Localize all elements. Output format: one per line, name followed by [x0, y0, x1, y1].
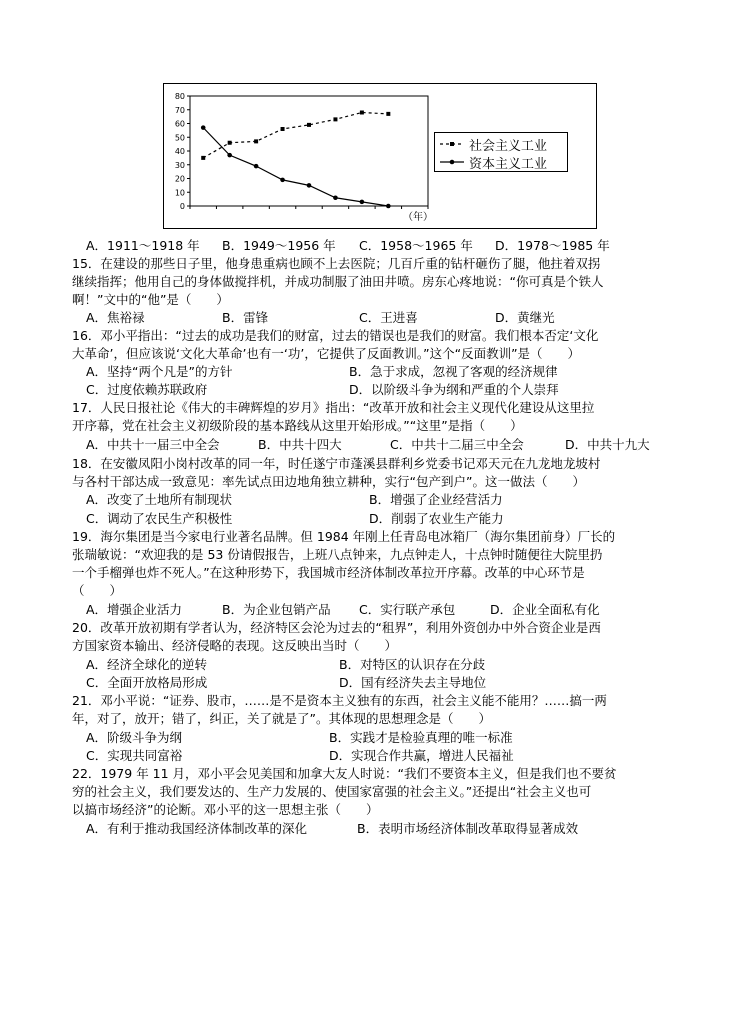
q15-line-2: 继续指挥；他用自己的身体做搅拌机，并成功制服了油田井喷。房东心疼地说：“你可真是个铁人 [72, 274, 604, 289]
q15-option-b: B．雷锋 [222, 310, 269, 325]
q16-option-d: D．以阶级斗争为纲和严重的个人崇拜 [349, 382, 559, 397]
q22-line-3: 以搞市场经济”的论断。邓小平的这一思想主张（ ） [72, 802, 379, 817]
data-point-capitalist [254, 164, 259, 169]
q20-line-1: 20．改革开放初期有学者认为，经济特区会沦为过去的“租界”，利用外资创办中外合资企业是西 [72, 620, 601, 635]
y-tick-label: 60 [174, 119, 185, 129]
legend-label: 资本主义工业 [469, 156, 548, 172]
q18-option-b: B．增强了企业经营活力 [369, 492, 503, 507]
dashed-line-marker-icon [439, 139, 465, 149]
data-point-socialist [228, 141, 232, 145]
data-point-capitalist [307, 183, 312, 188]
series-line-socialist [203, 113, 388, 158]
q19-option-a: A．增强企业活力 [86, 602, 183, 617]
q17-option-c: C．中共十二届三中全会 [390, 437, 524, 452]
q20-option-c: C．全面开放格局形成 [86, 675, 208, 690]
y-tick-label: 40 [174, 147, 185, 156]
q14-option-a: A．1911～1918 年 [86, 238, 200, 253]
q17-option-a: A．中共十一届三中全会 [86, 437, 220, 452]
q17-option-d: D．中共十九大 [565, 437, 650, 452]
q17-line-2: 开序幕，党在社会主义初级阶段的基本路线从这里开始形成。”“这里”是指（ ） [72, 418, 523, 433]
y-tick-label: 80 [174, 92, 185, 101]
legend-item-socialist [439, 135, 547, 153]
q22-option-b: B．表明市场经济体制改革取得显著成效 [357, 821, 579, 836]
q16-option-b: B．急于求成，忽视了客观的经济规律 [349, 364, 558, 379]
q17-option-b: B．中共十四大 [258, 437, 342, 452]
q14-option-b: B．1949～1956 年 [222, 238, 336, 253]
chart-legend [434, 132, 568, 172]
data-point-capitalist [280, 178, 285, 183]
q20-option-d: D．国有经济失去主导地位 [339, 675, 487, 690]
q22-line-1: 22．1979 年 11 月，邓小平会见美国和加拿大友人时说：“我们不要资本主义，但是我们也不要贫 [72, 766, 617, 781]
q19-line-4: （ ） [72, 583, 123, 598]
q17-line-1: 17．人民日报社论《伟大的丰碑辉煌的岁月》指出：“改革开放和社会主义现代化建设从这里拉 [72, 400, 595, 415]
q19-option-d: D．企业全面私有化 [490, 602, 600, 617]
y-tick-label: 0 [179, 202, 185, 211]
q14-option-c: C．1958～1965 年 [359, 238, 473, 253]
line-chart [163, 83, 597, 229]
q20-option-b: B．对特区的认识存在分歧 [339, 657, 486, 672]
data-point-socialist [201, 156, 205, 160]
data-point-socialist [360, 111, 364, 115]
y-tick-label: 50 [174, 133, 185, 143]
q15-line-1: 15．在建设的那些日子里，他身患重病也顾不上去医院；几百斤重的钻杆砸伤了腿，他拄着双拐 [72, 256, 601, 271]
data-point-socialist [307, 123, 311, 127]
data-point-capitalist [333, 195, 338, 200]
x-axis-unit-label: （年） [403, 212, 433, 223]
data-point-socialist [386, 112, 390, 116]
q18-option-d: D．削弱了农业生产能力 [369, 511, 504, 526]
q15-option-c: C．王进喜 [359, 310, 418, 325]
q21-option-a: A．阶级斗争为纲 [86, 730, 183, 745]
q15-option-d: D．黄继光 [495, 310, 555, 325]
q14-option-d: D．1978～1985 年 [495, 238, 610, 253]
q19-line-2: 张瑞敏说：“欢迎我的是 53 份请假报告，上班八点钟来，九点钟走人，十点钟时随便往大院里扔 [72, 547, 603, 562]
q15-option-a: A．焦裕禄 [86, 310, 145, 325]
q16-line-2: 大革命’，但应该说‘文化大革命’也有一‘功’，它提供了反面教训。”这个“反面教训”是（ ） [72, 346, 581, 361]
q19-option-b: B．为企业包销产品 [222, 602, 331, 617]
data-point-capitalist [360, 200, 365, 205]
q21-option-b: B．实践才是检验真理的唯一标准 [329, 730, 513, 745]
legend-label: 社会主义工业 [469, 138, 548, 154]
q21-line-1: 21．邓小平说：“证券、股市，……是不是资本主义独有的东西，社会主义能不能用？……搞一两 [72, 693, 607, 708]
q15-line-3: 啊！”文中的“他”是（ ） [72, 292, 229, 307]
data-point-capitalist [201, 125, 206, 130]
q22-line-2: 穷的社会主义，我们要发达的、生产力发展的、使国家富强的社会主义。”还提出“社会主义也可 [72, 784, 592, 799]
q18-line-2: 与各村干部达成一致意见：率先试点田边地角独立耕种，实行“包产到户”。这一做法（ ） [72, 474, 585, 489]
q19-option-c: C．实行联产承包 [359, 602, 456, 617]
solid-line-marker-icon [439, 157, 465, 167]
data-point-socialist [333, 117, 337, 121]
q22-option-a: A．有利于推动我国经济体制改革的深化 [86, 821, 308, 836]
q21-line-2: 年，对了，放开；错了，纠正，关了就是了”。其体现的思想理念是（ ） [72, 711, 491, 726]
q20-line-2: 方国家资本输出、经济侵略的表现。这反映出当时（ ） [72, 638, 398, 653]
data-point-socialist [281, 127, 285, 131]
legend-item-capitalist [439, 153, 547, 171]
q21-option-d: D．实现合作共赢，增进人民福祉 [329, 748, 514, 763]
q16-option-c: C．过度依赖苏联政府 [86, 382, 208, 397]
q21-option-c: C．实现共同富裕 [86, 748, 183, 763]
y-tick-label: 30 [174, 160, 185, 170]
q18-option-c: C．调动了农民生产积极性 [86, 511, 233, 526]
q18-option-a: A．改变了土地所有制现状 [86, 492, 233, 507]
y-tick-label: 20 [174, 174, 185, 184]
q19-line-3: 一个手榴弹也炸不死人。”在这种形势下，我国城市经济体制改革拉开序幕。改革的中心环节是 [72, 565, 585, 580]
q18-line-1: 18．在安徽凤阳小岗村改革的同一年，时任遂宁市蓬溪县群利乡党委书记邓天元在九龙地龙坡村 [72, 456, 601, 471]
q16-line-1: 16．邓小平指出：“过去的成功是我们的财富，过去的错误也是我们的财富。我们根本否定‘文化 [72, 328, 599, 343]
y-tick-label: 10 [174, 188, 185, 198]
q20-option-a: A．经济全球化的逆转 [86, 657, 208, 672]
y-tick-label: 70 [174, 105, 185, 115]
series-line-capitalist [203, 128, 388, 206]
data-point-capitalist [386, 204, 391, 209]
q16-option-a: A．坚持“两个凡是”的方针 [86, 364, 233, 379]
q19-line-1: 19．海尔集团是当今家电行业著名品牌。但 1984 年刚上任青岛电冰箱厂（海尔集团前身）厂长的 [72, 529, 616, 544]
data-point-capitalist [227, 153, 232, 158]
data-point-socialist [254, 139, 258, 143]
